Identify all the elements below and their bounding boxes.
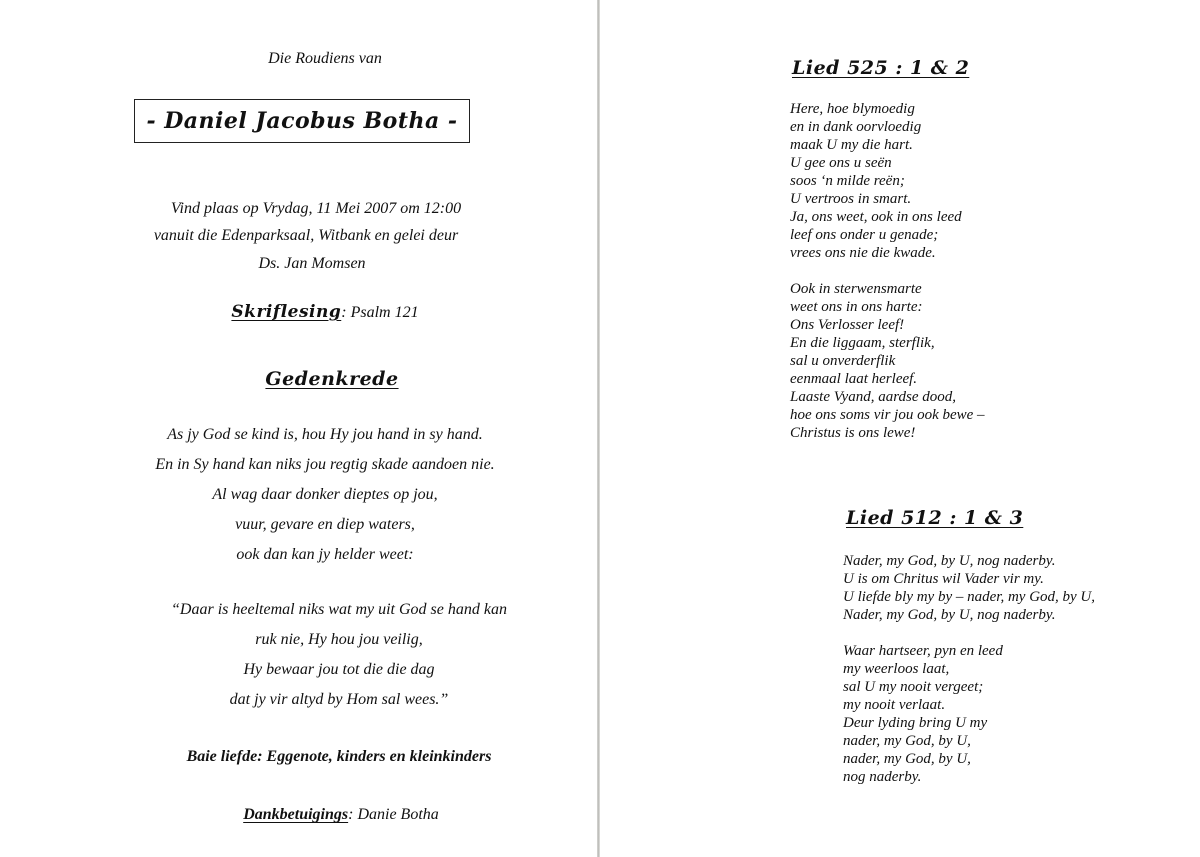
hymn-line: weet ons in ons harte: [790,299,923,315]
hymn-line: Christus is ons lewe! [790,425,916,441]
quote-line: “Daar is heeltemal niks wat my uit God se hand kan [171,601,507,618]
tribute-line: En in Sy hand kan niks jou regtig skade aandoen nie. [155,456,495,473]
hymn-line: nader, my God, by U, [843,733,971,749]
quote-line: ruk nie, Hy hou jou veilig, [255,631,423,648]
hymn-line: eenmaal laat herleef. [790,371,918,387]
hymn-line: Nader, my God, by U, nog naderby. [843,553,1056,569]
reading-separator: : [341,304,347,321]
love-line: Baie liefde: Eggenote, kinders en kleinkinders [186,748,492,765]
acknowledgements [0,806,682,824]
hymn-512-text [843,552,1095,786]
tribute-line: Al wag daar donker dieptes op jou, [212,486,438,503]
right-page [600,0,1200,857]
hymn-line: my weerloos laat, [843,661,950,677]
hymn-line: U liefde bly my by – nader, my God, by U, [843,589,1096,605]
hymn-line: Waar hartseer, pyn en leed [843,643,1003,659]
reading-label: Skriflesing [231,302,342,322]
tribute-text [0,420,650,570]
left-page [0,0,598,857]
hymn-line: maak U my die hart. [790,137,913,153]
quote-line: Hy bewaar jou tot die die dag [243,661,435,678]
stanza-gap [790,262,985,280]
thanks-label: Dankbetuigings [243,806,349,823]
stanza-gap [843,624,1095,642]
hymn-line: En die liggaam, sterflik, [790,335,935,351]
hymn-line: Nader, my God, by U, nog naderby. [843,607,1056,623]
tribute-line: vuur, gevare en diep waters, [235,516,415,533]
hymn-line: Ook in sterwensmarte [790,281,922,297]
deceased-name: - Daniel Jacobus Botha - [146,108,458,134]
scripture-reading [0,302,650,322]
tribute-line: ook dan kan jy helder weet: [236,546,414,563]
thanks-separator: : [348,806,354,823]
quote-line: dat jy vir altyd by Hom sal wees.” [229,691,449,708]
hymn-line: Ons Verlosser leef! [790,317,905,333]
hymn-line: Here, hoe blymoedig [790,101,915,117]
hymn-line: vrees ons nie die kwade. [790,245,936,261]
hymn-line: sal u onverderflik [790,353,896,369]
hymn-line: U is om Chritus wil Vader vir my. [843,571,1044,587]
hymn-line: Laaste Vyand, aardse dood, [790,389,956,405]
service-detail-line: Ds. Jan Momsen [258,255,366,272]
hymn-line: U gee ons u seën [790,155,892,171]
hymn-line: nader, my God, by U, [843,751,971,767]
tribute-line: As jy God se kind is, hou Hy jou hand in sy hand. [167,426,483,443]
hymn-line: soos ‘n milde reën; [790,173,905,189]
thanks-value: Danie Botha [353,806,439,823]
hymn-line: en in dank oorvloedig [790,119,922,135]
quote-text [0,595,678,715]
hymn-525-text [790,100,985,442]
hymn-512-title: Lied 512 : 1 & 3 [846,507,1024,529]
hymn-line: U vertroos in smart. [790,191,912,207]
service-detail-line: vanuit die Edenparksaal, Witbank en gelei deur [153,227,459,244]
hymn-line: Ja, ons weet, ook in ons leed [790,209,962,225]
hymn-line: my nooit verlaat. [843,697,946,713]
intro-text: Die Roudiens van [268,50,382,67]
hymn-525-title: Lied 525 : 1 & 2 [792,57,970,79]
hymn-line: nog naderby. [843,769,922,785]
deceased-name-box [134,99,470,143]
reading-value: Psalm 121 [346,304,419,321]
service-detail-line: Vind plaas op Vrydag, 11 Mei 2007 om 12:00 [170,200,462,217]
hymn-line: Deur lyding bring U my [843,715,988,731]
hymn-line: sal U my nooit vergeet; [843,679,984,695]
hymn-line: hoe ons soms vir jou ook bewe – [790,407,985,423]
tribute-heading: Gedenkrede [265,368,399,390]
hymn-line: leef ons onder u genade; [790,227,939,243]
